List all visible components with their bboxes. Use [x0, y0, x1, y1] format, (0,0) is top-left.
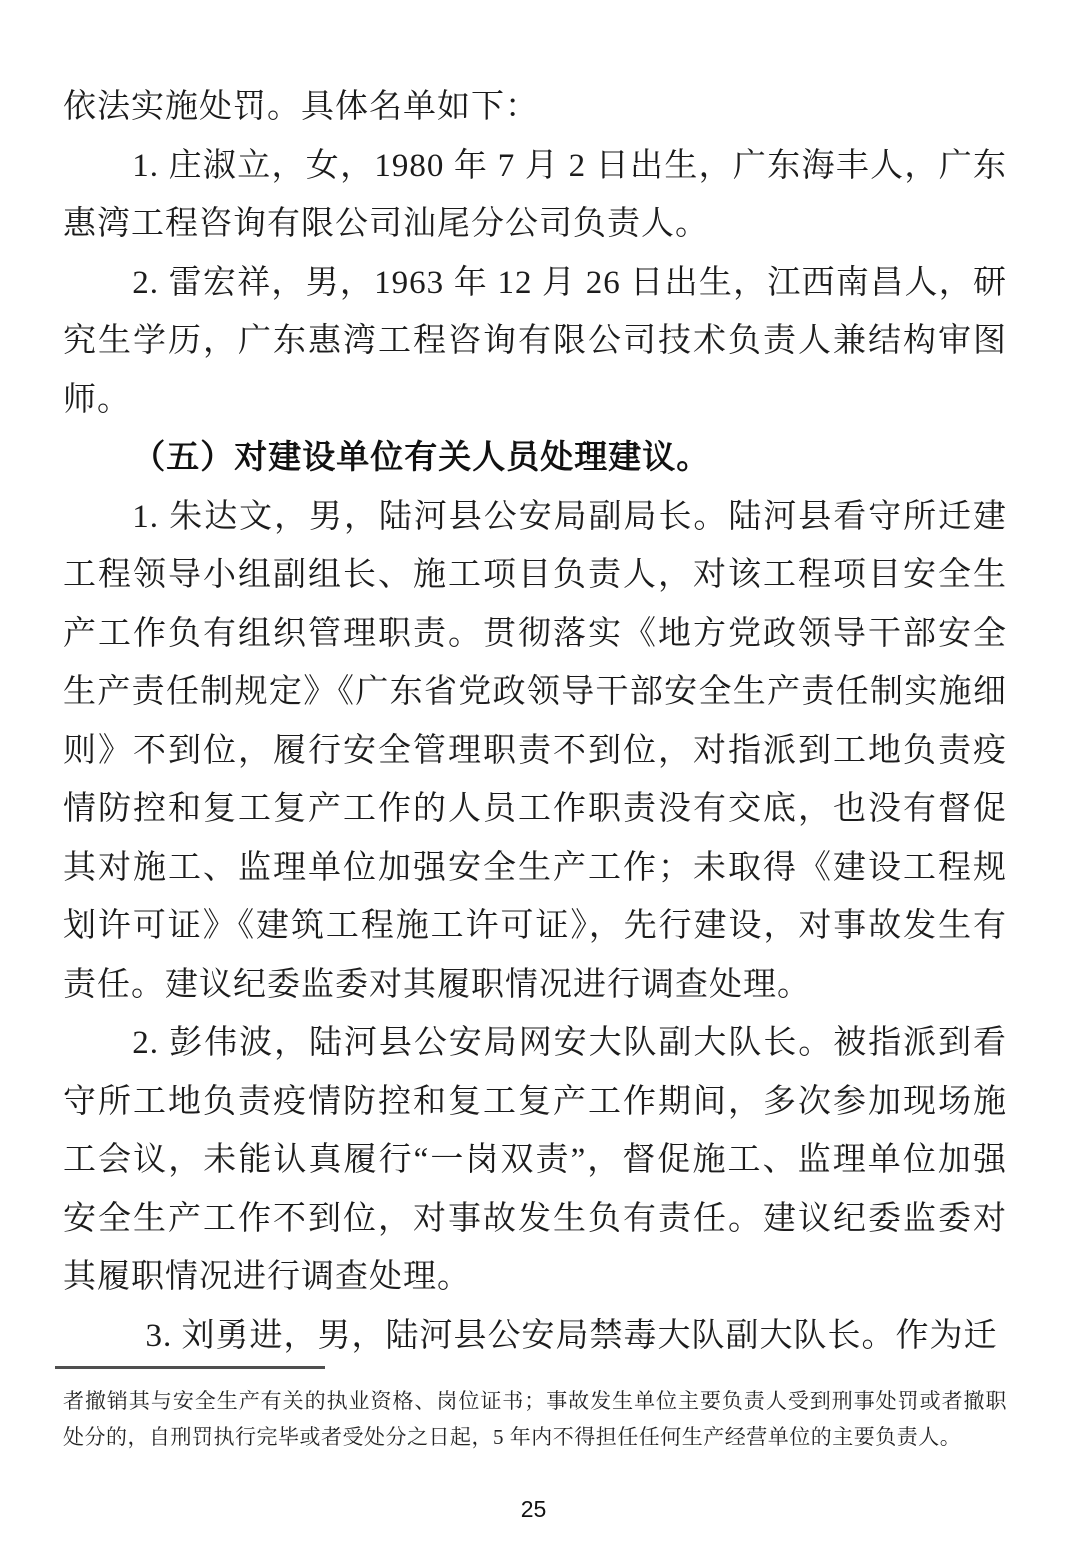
page-number: 25: [520, 1496, 547, 1522]
footnote-separator: [55, 1366, 325, 1369]
para-person-zhu-dawen: 1. 朱达文，男，陆河县公安局副局长。陆河县看守所迁建工程领导小组副组长、施工项目负责人，对该工程项目安全生产工作负有组织管理职责。贯彻落实《地方党政领导干部安全生产责任制规定》《广东省党政领导干部安全生产责任制实施细则》不到位，履行安全管理职责不到位，对指派到工地负责疫情防控和复工复产工作的人员工作职责没有交底，也没有督促其对施工、监理单位加强安全生产工作；未取得《建设工程规划许可证》《建筑工程施工许可证》，先行建设，对事故发生有责任。建议纪委监委对其履职情况进行调查处理。: [63, 498, 1007, 1003]
para-person-liu-yongjin: 3. 刘勇进，男，陆河县公安局禁毒大队副大队长。作为迁: [145, 1317, 998, 1354]
para-person-zhuang-shuli: 1. 庄淑立，女，1980 年 7 月 2 日出生，广东海丰人，广东惠湾工程咨询有限公司汕尾分公司负责人。: [63, 147, 1007, 242]
footnote-text: 者撤销其与安全生产有关的执业资格、岗位证书；事故发生单位主要负责人受到刑事处罚或者撤职处分的，自刑罚执行完毕或者受处分之日起，5 年内不得担任任何生产经营单位的主要负责人。: [63, 1389, 1007, 1449]
section-heading-five: （五）对建设单位有关人员处理建议。: [132, 440, 711, 476]
para-person-peng-weibo: 2. 彭伟波，陆河县公安局网安大队副大队长。被指派到看守所工地负责疫情防控和复工复产工作期间，多次参加现场施工会议，未能认真履行“一岗双责”，督促施工、监理单位加强安全生产工作不到位，对事故发生负有责任。建议纪委监委对其履职情况进行调查处理。: [63, 1025, 1007, 1295]
para-person-lei-hongxiang: 2. 雷宏祥，男，1963 年 12 月 26 日出生，江西南昌人，研究生学历，广东惠湾工程咨询有限公司技术负责人兼结构审图师。: [63, 264, 1007, 418]
para-list-intro: 依法实施处罚。具体名单如下：: [63, 89, 539, 125]
document-body: [63, 78, 1007, 1365]
footnote-block: [55, 1366, 1007, 1455]
